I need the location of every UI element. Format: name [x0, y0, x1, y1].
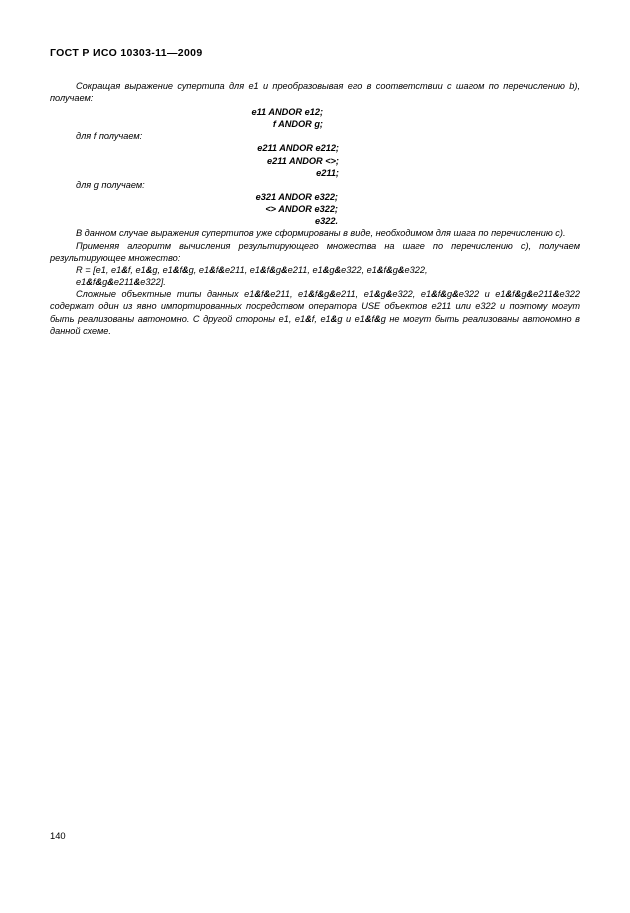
- expression-line: e211 ANDOR e212;: [257, 143, 339, 154]
- expression-line: <> ANDOR e322;: [265, 204, 338, 215]
- expression-line: f ANDOR g;: [272, 119, 323, 130]
- expression-line: e11 ANDOR e12;: [251, 106, 323, 117]
- document-body: [50, 80, 580, 337]
- paragraph-algorithm-apply: Применяя алгоритм вычисления результирующего множества на шаге по перечислению c), получаем результирующее множество:: [50, 240, 580, 263]
- paragraph-complex-entity-types: Сложные объектные типы данных e1&f&e211, e1&f&g&e211, e1&g&e322, e1&f&g&e322 и e1&f&g&e211&e322 содержат один из явно импортированных посредством оператора USE объектов e211 или e322 и поэтому могут быть реализованы автономно. С другой стороны e1, e1&f, e1&g и e1&f&g не могут быть реализованы автономно в данной схеме.: [50, 289, 580, 336]
- paragraph-supertype-formed: В данном случае выражения супертипов уже сформированы в виде, необходимом для шага по перечислению c).: [76, 228, 566, 239]
- expression-line: e211 ANDOR <>;: [267, 155, 339, 166]
- expression-block-g: [50, 191, 338, 227]
- result-set-line-2: e1&f&g&e211&e322].: [76, 277, 166, 288]
- page-number: 140: [50, 830, 66, 841]
- expression-block-e1: [50, 106, 323, 130]
- expression-line: e321 ANDOR e322;: [255, 192, 338, 202]
- label-for-g: для g получаем:: [76, 179, 145, 190]
- result-set-line-1: R = [e1, e1&f, e1&g, e1&f&g, e1&f&e211, e1&f&g&e211, e1&g&e322, e1&f&g&e322,: [76, 264, 428, 275]
- label-for-f: для f получаем:: [76, 131, 143, 142]
- paragraph-reduce-supertype: Сокращая выражение супертипа для e1 и преобразовывая его в соответствии с шагом по перечислению b), получаем:: [50, 81, 580, 104]
- expression-line: e211;: [316, 167, 339, 178]
- expression-line: e322.: [315, 216, 338, 227]
- standard-header: ГОСТ Р ИСО 10303-11—2009: [50, 47, 203, 59]
- expression-block-f: [50, 142, 339, 178]
